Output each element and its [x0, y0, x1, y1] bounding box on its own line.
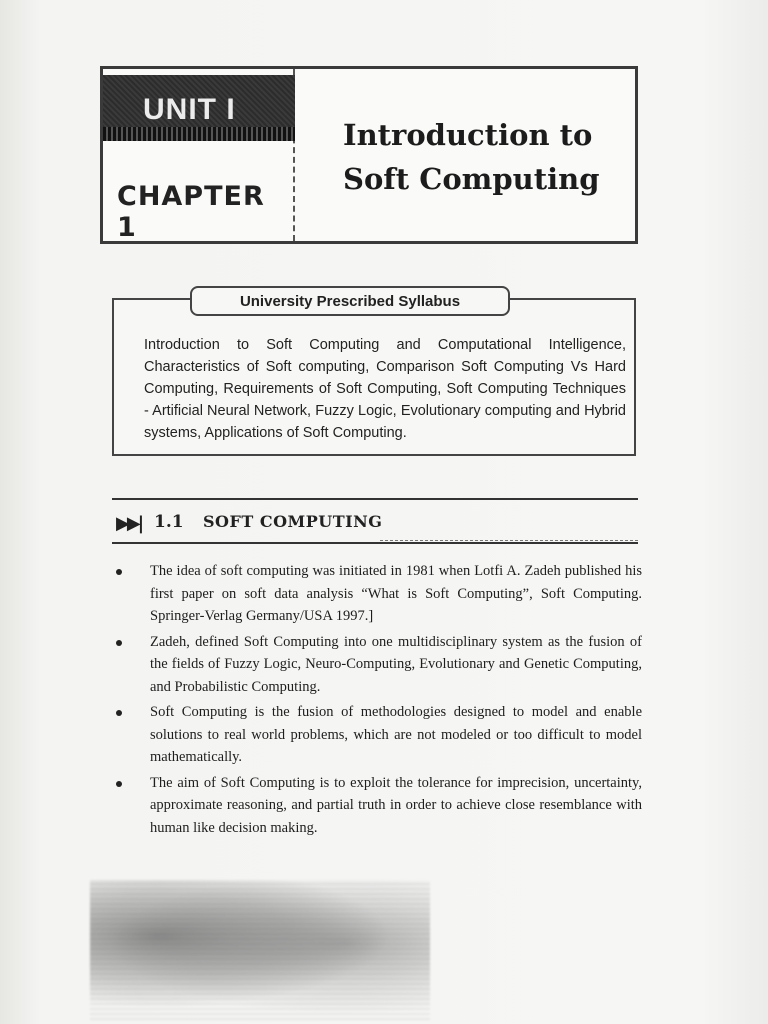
section-title: SOFT COMPUTING	[203, 512, 383, 531]
section-rule-bottom	[112, 542, 638, 544]
section-number: 1.1	[154, 512, 184, 532]
chapter-title	[343, 113, 623, 201]
fast-forward-icon: ▶▶|	[116, 513, 142, 534]
chapter-label: CHAPTER 1	[117, 181, 265, 243]
list-item	[112, 631, 642, 699]
chapter-title-line-2: Soft Computing	[343, 162, 600, 196]
bullet-list	[112, 560, 642, 842]
syllabus-text: Introduction to Soft Computing and Computational Intelligence, Characteristics of Soft computing, Comparison Soft Computing Vs Hard Computing, Requirements of Soft Computing, Soft Computing Techniques - Artificial Neural Network, Fuzzy Logic, Evolutionary computing and Hybrid systems, Applications of Soft Computing.	[144, 337, 626, 441]
bullet-icon	[116, 710, 122, 716]
bullet-text: The aim of Soft Computing is to exploit the tolerance for imprecision, uncertainty, approximate reasoning, and partial truth in order to achieve close resemblance with human like decision making.	[150, 774, 642, 836]
bullet-icon	[116, 640, 122, 646]
list-item	[112, 772, 642, 840]
section-rule-dashed	[380, 540, 638, 541]
section-rule-top	[112, 498, 638, 500]
bullet-text: Soft Computing is the fusion of methodologies designed to model and enable solutions to real world problems, which are not modeled or too difficult to model mathematically.	[150, 704, 642, 765]
chapter-header-box	[100, 66, 638, 244]
chapter-title-line-1: Introduction to	[343, 118, 593, 152]
list-item	[112, 701, 642, 769]
bullet-text: The idea of soft computing was initiated in 1981 when Lotfi A. Zadeh published his first paper on soft data analysis “What is Soft Computing”, Soft Computing. Springer-Verlag Germany/USA 1997.]	[150, 563, 642, 624]
print-smudge	[90, 880, 430, 1020]
unit-label: UNIT I	[143, 93, 236, 126]
unit-strip	[103, 127, 295, 141]
syllabus-heading: University Prescribed Syllabus	[190, 286, 510, 316]
bullet-icon	[116, 569, 122, 575]
bullet-text: Zadeh, defined Soft Computing into one multidisciplinary system as the fusion of the fields of Fuzzy Logic, Neuro-Computing, Evolutionary and Genetic Computing, and Probabilistic Computing.	[150, 633, 642, 695]
unit-chapter-panel	[103, 69, 295, 241]
list-item	[112, 560, 642, 628]
bullet-icon	[116, 781, 122, 787]
